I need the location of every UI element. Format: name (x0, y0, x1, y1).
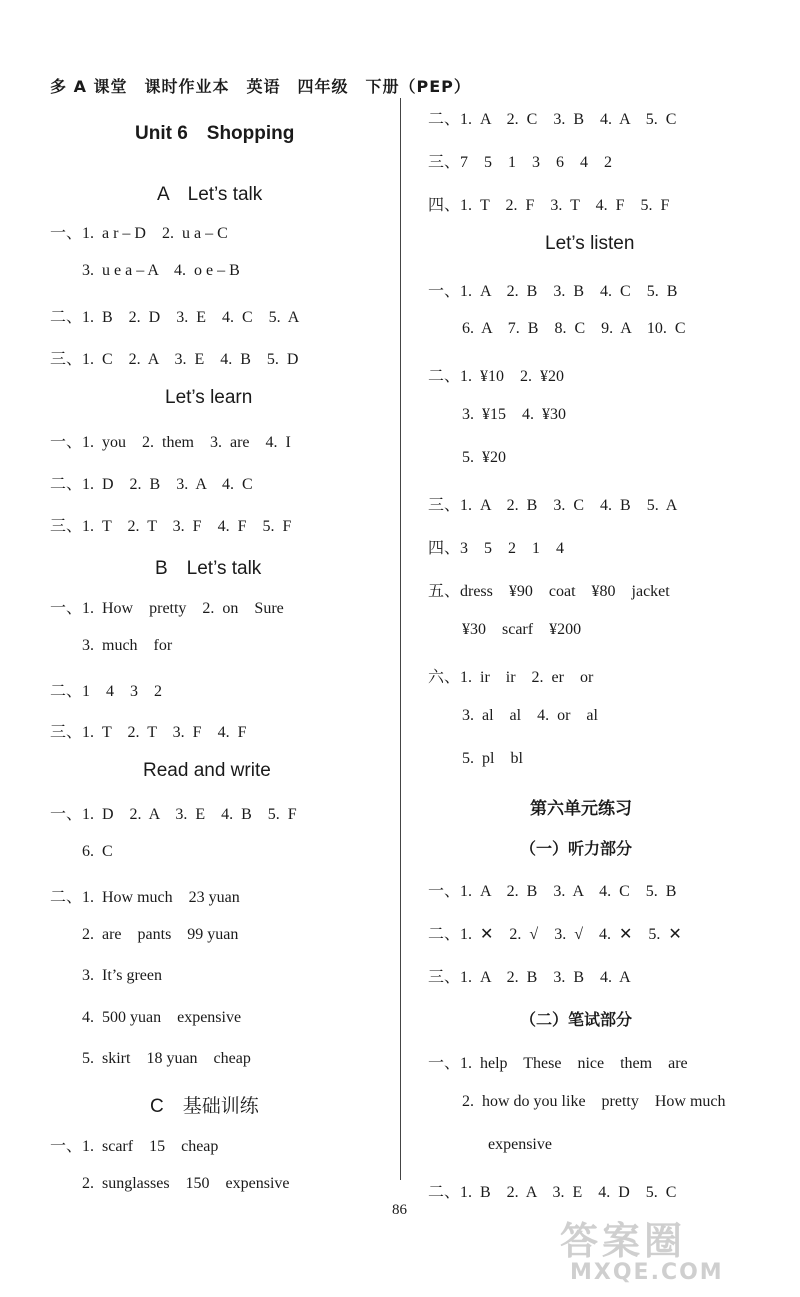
watermark-logo-text: 答案圈 (560, 1219, 687, 1263)
subsection-title-writing: （二）笔试部分 (520, 1010, 633, 1029)
answer-line: 二、1. A 2. C 3. B 4. A 5. C (428, 111, 677, 128)
answer-line: 一、1. a r – D 2. u a – C (50, 225, 228, 242)
section-title-c-basic: C 基础训练 (150, 1096, 259, 1117)
answer-line: 一、1. D 2. A 3. E 4. B 5. F (50, 806, 297, 823)
answer-line: 一、1. help These nice them are (428, 1055, 688, 1072)
column-divider (400, 98, 401, 1180)
site-watermark (560, 1210, 790, 1290)
answer-line: ¥30 scarf ¥200 (462, 621, 582, 638)
answer-line: 三、1. C 2. A 3. E 4. B 5. D (50, 351, 299, 368)
answer-line: 5. pl bl (462, 750, 523, 767)
answer-line: 一、1. How pretty 2. on Sure (50, 600, 284, 617)
answer-line: 二、1. ¥10 2. ¥20 (428, 368, 565, 385)
section-title-a-learn: Let’s learn (165, 387, 253, 408)
answer-line: 2. sunglasses 150 expensive (82, 1175, 290, 1192)
answer-line: 3. It’s green (82, 967, 162, 984)
answer-line: 四、3 5 2 1 4 (428, 540, 565, 557)
subsection-title-listening: （一）听力部分 (520, 839, 633, 858)
answer-line: 五、dress ¥90 coat ¥80 jacket (428, 583, 670, 600)
answer-line: 一、1. A 2. B 3. B 4. C 5. B (428, 283, 678, 300)
answer-line: 2. are pants 99 yuan (82, 926, 239, 943)
answer-line: 二、1. D 2. B 3. A 4. C (50, 476, 253, 493)
answer-line: 6. A 7. B 8. C 9. A 10. C (462, 320, 686, 337)
section-title-a-talk: A Let’s talk (157, 184, 263, 205)
answer-line: 六、1. ir ir 2. er or (428, 669, 594, 686)
answer-line: 三、1. T 2. T 3. F 4. F (50, 724, 247, 741)
section-title-read-write: Read and write (143, 760, 271, 781)
section-title-listen: Let’s listen (545, 233, 635, 254)
answer-line: 二、1. B 2. D 3. E 4. C 5. A (50, 309, 300, 326)
answer-line: 三、1. A 2. B 3. B 4. A (428, 969, 631, 986)
answer-line: 3. u e a – A 4. o e – B (82, 262, 240, 279)
section-title-unit-practice: 第六单元练习 (530, 799, 632, 819)
answer-line: 5. ¥20 (462, 449, 506, 466)
answer-line: 3. ¥15 4. ¥30 (462, 406, 566, 423)
answer-line: 二、1. How much 23 yuan (50, 889, 240, 906)
answer-line: 三、7 5 1 3 6 4 2 (428, 154, 613, 171)
answer-line: 二、1. ✕ 2. √ 3. √ 4. ✕ 5. ✕ (428, 926, 682, 943)
unit-title: Unit 6 Shopping (135, 123, 295, 144)
answer-line: 一、1. you 2. them 3. are 4. I (50, 434, 291, 451)
answer-line: 三、1. A 2. B 3. C 4. B 5. A (428, 497, 678, 514)
answer-line: 4. 500 yuan expensive (82, 1009, 242, 1026)
answer-line: 5. skirt 18 yuan cheap (82, 1050, 251, 1067)
book-header: 多 A 课堂 课时作业本 英语 四年级 下册（PEP） (50, 77, 471, 96)
page-number: 86 (392, 1202, 407, 1218)
answer-line: 三、1. T 2. T 3. F 4. F 5. F (50, 518, 292, 535)
answer-line: 二、1 4 3 2 (50, 683, 163, 700)
answer-line: 四、1. T 2. F 3. T 4. F 5. F (428, 197, 670, 214)
answer-line: 2. how do you like pretty How much (462, 1093, 726, 1110)
answer-line: 3. al al 4. or al (462, 707, 598, 724)
answer-line: 3. much for (82, 637, 173, 654)
answer-line: 6. C (82, 843, 113, 860)
watermark-url: MXQE.COM (570, 1260, 724, 1285)
answer-line: 一、1. A 2. B 3. A 4. C 5. B (428, 883, 677, 900)
answer-line: 二、1. B 2. A 3. E 4. D 5. C (428, 1184, 677, 1201)
section-title-b-talk: B Let’s talk (155, 558, 262, 579)
answer-line: expensive (488, 1136, 552, 1153)
answer-line: 一、1. scarf 15 cheap (50, 1138, 219, 1155)
